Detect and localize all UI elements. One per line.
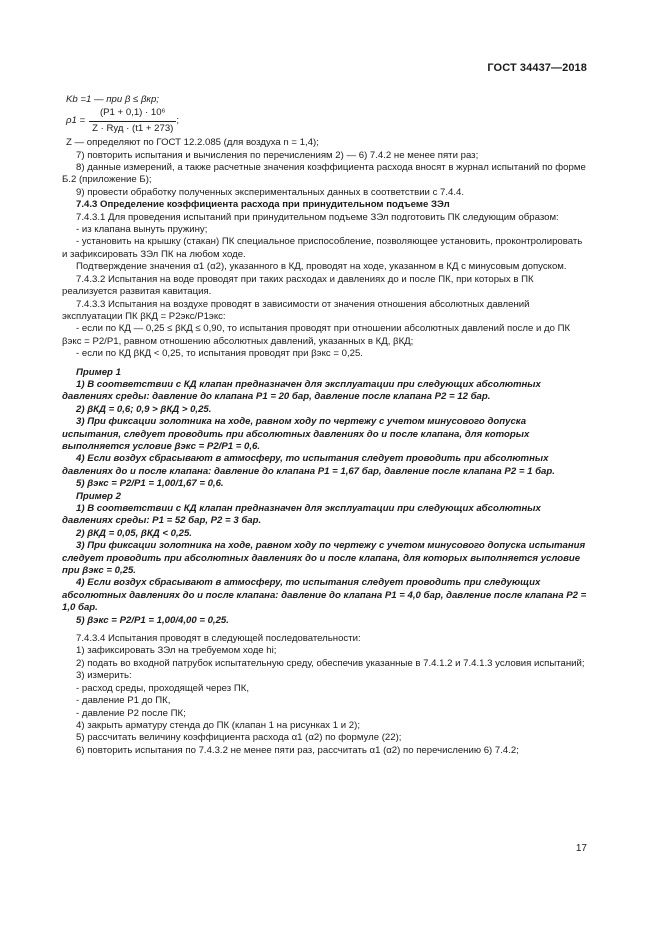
paragraph-z: Z — определяют по ГОСТ 12.2.085 (для воздуха n = 1,4); xyxy=(66,137,319,149)
document-body xyxy=(62,94,587,757)
list-item: - если по КД — 0,25 ≤ βКД ≤ 0,90, то испытания проводят при отношении абсолютных давлений после и до ПК βэкс = P2/P1, равном отношению абсолютных давлений, указанных в КД, βКД; xyxy=(62,323,571,347)
list-item: - из клапана вынуть пружину; xyxy=(76,224,208,236)
formula-rho-numerator: (P1 + 0,1) · 10⁶ xyxy=(89,107,176,121)
example-1-line: 4) Если воздух сбрасывают в атмосферу, то испытания следует проводить при абсолютных давлениях до и после клапана: давление до клапана P1 = 1,67 бар, давление после клапана P2 = 1 бар. xyxy=(62,453,555,477)
page-header: ГОСТ 34437—2018 xyxy=(487,62,587,74)
procedure-substep: - давление P2 после ПК; xyxy=(76,707,186,719)
paragraph: 7.4.3.2 Испытания на воде проводят при таких расходах и давлениях до и после ПК, при которых в ПК реализуется развитая кавитация. xyxy=(62,273,534,298)
example-2-line: 2) βКД = 0,05, βКД < 0,25. xyxy=(76,527,192,539)
list-item: - установить на крышку (стакан) ПК специальное приспособление, позволяющее установить, проконтролировать и зафиксировать ЗЭл ПК на любом ходе. xyxy=(62,236,583,260)
list-item: 8) данные измерений, а также расчетные значения коэффициента расхода вносят в журнал испытаний по форме Б.2 (приложение Б); xyxy=(62,162,586,186)
example-2-line: 1) В соответствии с КД клапан предназначен для эксплуатации при следующих абсолютных давлениях среды: P1 = 52 бар, P2 = 3 бар. xyxy=(62,503,541,527)
paragraph: 7.4.3.3 Испытания на воздухе проводят в зависимости от значения отношения абсолютных давлений эксплуатации ПК βКД = P2экс/P1экс: xyxy=(62,298,530,322)
formula-rho-lhs: ρ1 = xyxy=(66,115,86,127)
formula-rho xyxy=(62,107,587,135)
example-1-line: 2) βКД = 0,6; 0,9 > βКД > 0,25. xyxy=(76,403,212,415)
page-number: 17 xyxy=(575,843,587,854)
example-1-line: 3) При фиксации золотника на ходе, равном ходу по чертежу с учетом минусового допуска испытания, следует проводить при абсолютных давлениях до и после клапана, для которых выполняется условие βэкс = P2/P1 = 0,6. xyxy=(62,416,530,452)
example-2-title: Пример 2 xyxy=(76,490,121,502)
procedure-substep: - расход среды, проходящей через ПК, xyxy=(76,682,250,694)
formula-kb: Kb =1 — при β ≤ βкр; xyxy=(66,94,159,105)
formula-rho-fraction xyxy=(89,107,176,135)
procedure-step: 4) закрыть арматуру стенда до ПК (клапан 1 на рисунках 1 и 2); xyxy=(76,719,360,731)
paragraph: Подтверждение значения α1 (α2), указанного в КД, проводят на ходе, указанном в КД с минусовым допуском. xyxy=(76,261,567,273)
procedure-heading: 7.4.3.4 Испытания проводят в следующей последовательности: xyxy=(76,633,361,645)
formula-rho-denominator: Z · Rуд · (t1 + 273) xyxy=(92,122,174,134)
list-item: 9) провести обработку полученных экспериментальных данных в соответствии с 7.4.4. xyxy=(76,186,465,198)
example-2-line: 4) Если воздух сбрасывают в атмосферу, то испытания следует проводить при следующих абсолютных давлениях до и после клапана: давление до клапана P1 = 4,0 бар, давление после клапана P2 = 1,0 бар. xyxy=(62,577,587,614)
procedure-substep: - давление P1 до ПК, xyxy=(76,695,171,707)
paragraph: 7.4.3.1 Для проведения испытаний при принудительном подъеме ЗЭл подготовить ПК следующим образом: xyxy=(76,211,559,223)
example-1-line: 1) В соответствии с КД клапан предназначен для эксплуатации при следующих абсолютных давлениях среды: давление до клапана P1 = 20 бар, давление после клапана P2 = 12 бар. xyxy=(62,378,541,403)
list-item: 7) повторить испытания и вычисления по перечислениям 2) — 6) 7.4.2 не менее пяти раз; xyxy=(76,149,479,161)
example-1-title: Пример 1 xyxy=(76,366,121,378)
section-heading: 7.4.3 Определение коэффициента расхода при принудительном подъеме ЗЭл xyxy=(76,199,450,211)
procedure-step: 3) измерить: xyxy=(76,670,132,682)
formula-rho-end: ; xyxy=(176,115,180,127)
example-2-line: 3) При фиксации золотника на ходе, равном ходу по чертежу с учетом минусового допуска испытания следует проводить при абсолютных давлениях до и после клапана, для которых выполняется условие при βэкс = 0,25. xyxy=(62,540,586,577)
example-1-line: 5) βэкс = P2/P1 = 1,00/1,67 = 0,6. xyxy=(76,478,224,490)
procedure-step: 6) повторить испытания по 7.4.3.2 не менее пяти раз, рассчитать α1 (α2) по перечислению 6) 7.4.2; xyxy=(76,744,519,756)
procedure-step: 1) зафиксировать ЗЭл на требуемом ходе hi; xyxy=(76,645,277,657)
procedure-step: 5) рассчитать величину коэффициента расхода α1 (α2) по формуле (22); xyxy=(76,732,402,744)
list-item: - если по КД βКД < 0,25, то испытания проводят при βэкс = 0,25. xyxy=(76,348,363,360)
example-2-line: 5) βэкс = P2/P1 = 1,00/4,00 = 0,25. xyxy=(76,614,229,626)
procedure-step: 2) подать во входной патрубок испытательную среду, обеспечив указанные в 7.4.1.2 и 7.4.1.3 условия испытаний; xyxy=(76,657,585,669)
